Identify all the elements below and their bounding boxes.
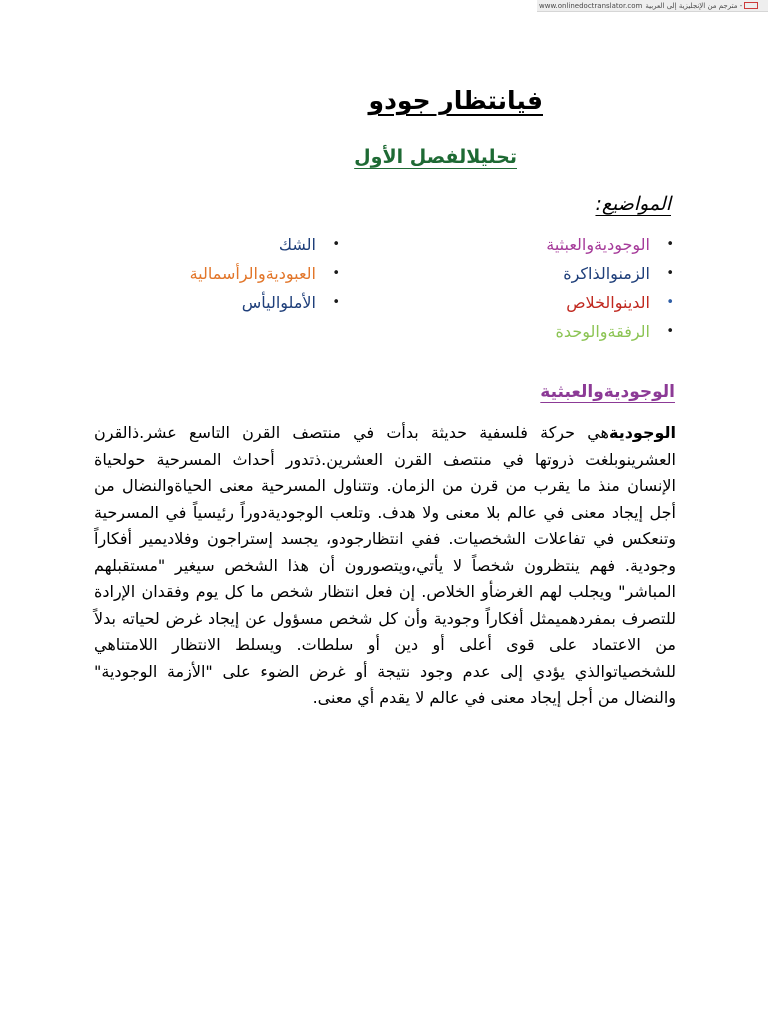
bullet-icon: •	[332, 237, 340, 252]
topic-label: الأملواليأس	[241, 293, 316, 312]
topic-item	[190, 230, 340, 259]
translator-banner[interactable]	[537, 0, 768, 12]
topics-label: المواضيع:	[595, 193, 671, 215]
bullet-icon: •	[666, 266, 674, 281]
topic-item	[546, 230, 674, 259]
topic-label: الزمنوالذاكرة	[563, 264, 650, 283]
banner-url[interactable]: www.onlinedoctranslator.com	[539, 1, 643, 10]
document-title: فيانتظار جودو	[368, 86, 543, 115]
topic-item	[546, 317, 674, 346]
section-heading: الوجوديةوالعبثية	[540, 382, 675, 402]
bullet-icon: •	[332, 295, 340, 310]
paragraph-text: هي حركة فلسفية حديثة بدأت في منتصف القرن التاسع عشر.ذالقرن العشرينوبلغت ذروتها في منتصف القرن العشرين.ذتدور أحداث المسرحية حولحياة الإنسان منذ ما يقرب من قرن من الزمان. وتتناول المسرحية معنى الحياةوالنضال من أجل إيجاد معنى في عالم بلا معنى ولا هدف. وتلعب الوجوديةدوراً رئيسياً في المسرحية وتنعكس في تفاعلات الشخصيات. ففي انتظارجودو، يجسد إستراجون وفلاديمير أفكاراً وجودية. فهم ينتظرون شخصاً لا يأتي،ويتصورون أن هذا الشخص سيغير "مستقبلهم المباشر" ويجلب لهم الغرضأو الخلاص. إن فعل انتظار شخص ما كل يوم وفقدان الإرادة للتصرف بمفردهميمثل أفكاراً وجودية وأن كل شخص مسؤول عن إيجاد غرض لحياته بدلاً من الاعتماد على قوى أعلى أو دين أو سلطات. ويسلط الانتظار اللامتناهي للشخصياتوالذي يؤدي إلى عدم وجود نتيجة أو غرض الضوء على "الأزمة الوجودية" والنضال من أجل إيجاد معنى في عالم لا يقدم أي معنى.	[94, 423, 676, 707]
bullet-icon: •	[332, 266, 340, 281]
bullet-icon: •	[666, 324, 674, 339]
topic-item	[546, 259, 674, 288]
paragraph-lead-term: الوجودية	[608, 423, 676, 442]
topic-item	[546, 288, 674, 317]
topic-label: الوجوديةوالعبثية	[546, 235, 650, 254]
translator-logo-icon	[744, 2, 758, 9]
topic-label: الشك	[278, 235, 316, 254]
body-paragraph	[94, 420, 676, 712]
document-subtitle: تحليلالفصل الأول	[354, 146, 517, 168]
topic-item	[190, 288, 340, 317]
topic-label: الرفقةوالوحدة	[555, 322, 650, 341]
bullet-icon: •	[666, 295, 674, 310]
banner-text: - مترجم من الإنجليزية إلى العربية	[645, 1, 743, 10]
topic-item	[189, 259, 340, 288]
topic-list-right	[546, 230, 674, 346]
topic-label: الدينوالخلاص	[566, 293, 650, 312]
topic-label: العبوديةوالرأسمالية	[189, 264, 316, 283]
bullet-icon: •	[666, 237, 674, 252]
topic-list-left	[189, 230, 340, 317]
